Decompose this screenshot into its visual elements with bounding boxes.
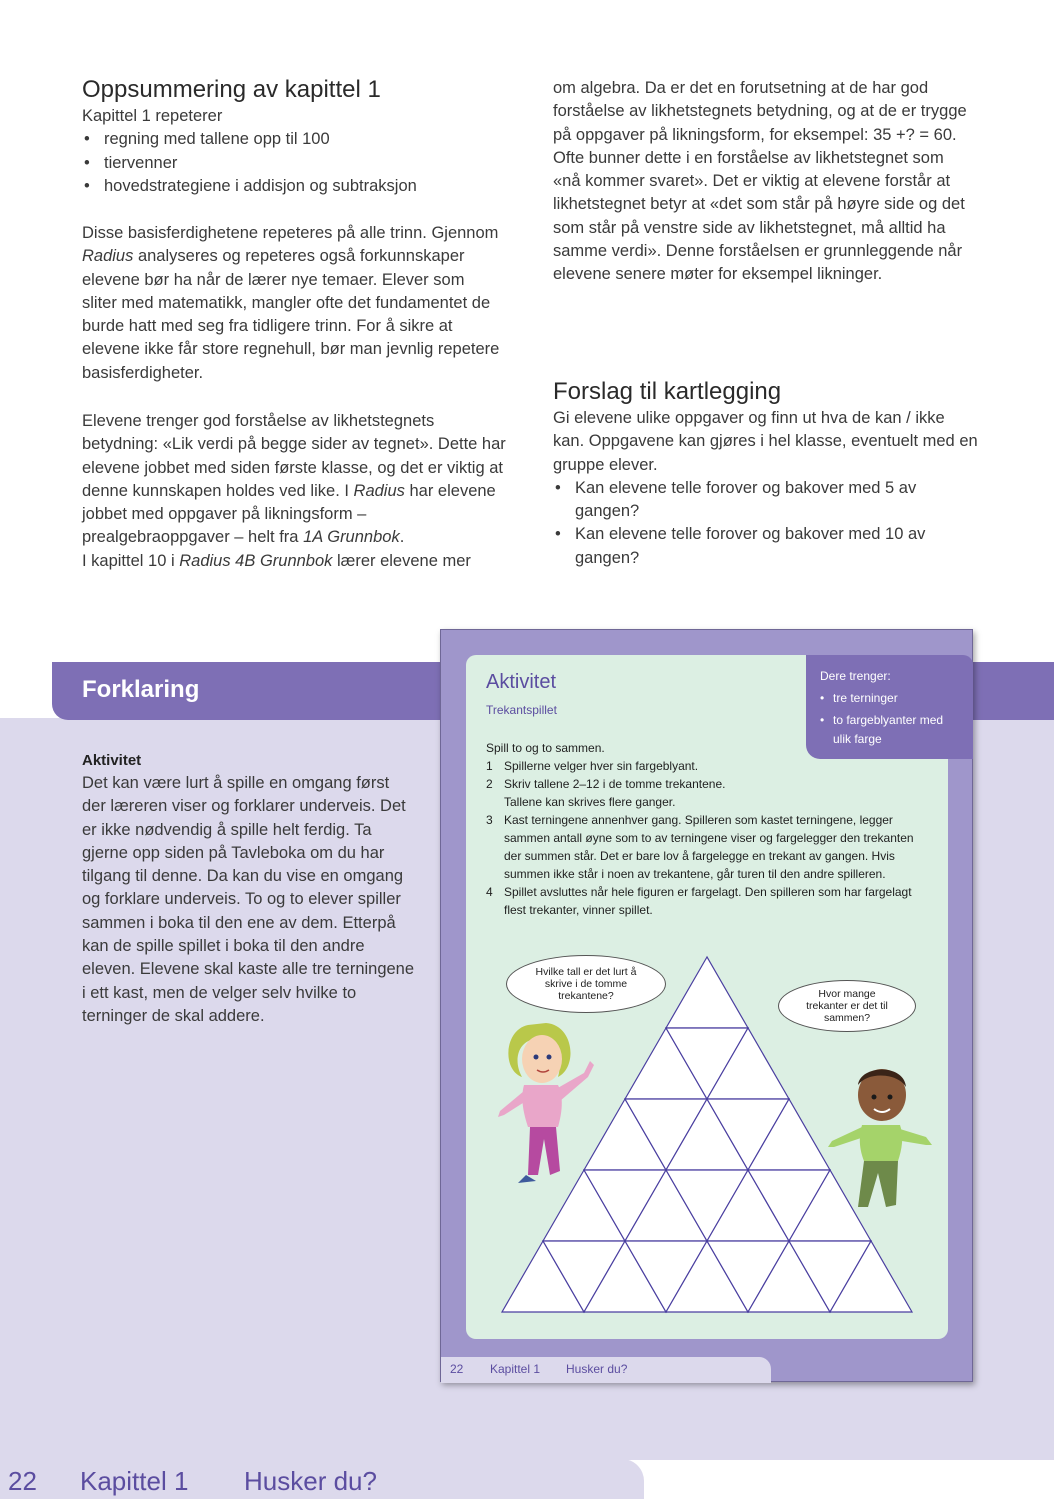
text-run-italic: Radius: [353, 481, 405, 500]
book-page-footer: [441, 1357, 771, 1383]
step-number: 4: [486, 885, 493, 899]
explanation-text: Det kan være lurt å spille en omgang først der læreren viser og forklarer underveis. Det er ikke nødvendig å spille helt ferdig. Ta gjerne opp siden på Tavleboka om du har tilgang til denne. Da kan du vise en omgang og forklare underveis. To og to elever spiller sammen i boka til den ene av dem. Etterpå kan de spille spillet i boka til den andre eleven. Elevene skal kaste alle tre terningene i ett kast, men de velger selv hvilke to terninger de skal addere.: [82, 774, 415, 1025]
mapping-intro: Gi elevene ulike oppgaver og finn ut hva de kan / ikke kan. Oppgavene kan gjøres i hel klasse, eventuelt med en gruppe elever.: [553, 409, 978, 474]
step-text: Spillerne velger hver sin fargeblyant.: [504, 759, 699, 773]
text-run: analyseres og repeteres også forkunnskaper elevene bør ha når de lærer nye temaer. Elever som sliter med matematikk, mangler ofte det fundamentet de burde hatt med seg fra tidligere trinn. For å sikre at elevene ikke får store regnehull, bør man jevnlig repetere basisferdigheter.: [82, 247, 500, 382]
mapping-bullets: [553, 477, 978, 570]
activity-subtitle: Trekantspillet: [486, 703, 557, 717]
text-run: har elevene jobbet med oppgaver på likningsform – prealgebraoppgaver – helt fra: [82, 481, 496, 547]
book-chapter-label: Kapittel 1: [490, 1362, 541, 1376]
step-text: Kast terningene annenhver gang. Spilleren som kastet terningene, legger sammen antall øyne som to av terningene viser og fargelegger den trekanten der summen står. Det er bare lov å fargelegge en trekant av gangen. Hvis summen ikke står i noen av trekantene, går turen til den andre spilleren.: [504, 813, 914, 881]
book-page-thumbnail: [440, 629, 973, 1382]
boy-illustration: [818, 1055, 938, 1225]
page-footer: [0, 1459, 644, 1499]
step-text: Skriv tallene 2–12 i de tomme trekantene. Tallene kan skrives flere ganger.: [504, 777, 726, 809]
text-run: .: [399, 528, 405, 547]
book-section-label: Husker du?: [566, 1362, 628, 1376]
text-run: Disse basisferdighetene repeteres på alle trinn. Gjennom: [82, 224, 499, 242]
list-item: • tiervenner: [82, 152, 512, 175]
speech-bubble-right: Hvor mange trekanter er det til sammen?: [778, 980, 916, 1032]
list-item: • tre terninger: [820, 689, 963, 708]
speech-bubble-left: Hvilke tall er det lurt å skrive i de tomme trekantene?: [506, 955, 666, 1013]
text-run-italic: 1A Grunnbok: [303, 528, 400, 547]
text-run: I kapittel 10 i: [82, 551, 180, 570]
activity-intro: Spill to og to sammen.: [486, 741, 605, 755]
chapter-label: Kapittel 1: [80, 1466, 189, 1496]
step-number: 2: [486, 777, 493, 791]
summary-intro-block: [82, 105, 512, 198]
section-label: Husker du?: [244, 1466, 377, 1496]
text-run: lærer elevene mer: [332, 551, 471, 570]
activity-title: Aktivitet: [486, 671, 557, 693]
summary-paragraph-3: [82, 410, 507, 573]
explanation-title: Forklaring: [82, 676, 200, 703]
list-item: • to fargeblyanter med ulik farge: [820, 711, 963, 749]
step-number: 3: [486, 813, 493, 827]
list-item: • Kan elevene telle forover og bakover med 10 av gangen?: [553, 523, 928, 570]
text-run-italic: Radius: [82, 247, 134, 266]
mapping-block: [553, 407, 978, 570]
triangle-cell: [666, 957, 748, 1028]
text-run: Elevene trenger god forståelse av likhetstegnets betydning: «Lik verdi på begge sider av tegnet». Dette har elevene jobbet med siden første klasse, og det er viktig at denne kunnskapen holdes ved like. I: [82, 412, 506, 500]
list-item: • Kan elevene telle forover og bakover med 5 av gangen?: [553, 477, 978, 524]
materials-title: Dere trenger:: [820, 669, 891, 683]
book-page-content: [466, 655, 948, 1339]
summary-paragraph-2: [82, 222, 502, 385]
page-number: 22: [8, 1466, 37, 1496]
step-text: Spillet avsluttes når hele figuren er fargelagt. Den spilleren som har fargelagt flest trekanter, vinner spillet.: [504, 885, 912, 917]
summary-title: Oppsummering av kapittel 1: [82, 76, 381, 103]
summary-bullets: [82, 128, 512, 198]
summary-paragraph-4: om algebra. Da er det en forutsetning at de har god forståelse av likhetstegnets betydning, og at de er trygge på oppgaver på likningsform, for eksempel: 35 +? = 60. Ofte bunner dette i en forståelse av likhetstegnet som «nå kommer svaret». Det er viktig at elevene forstår at likhetstegnet betyr at «det som står på høyre side og det som står på venstre side av likhetstegnet, må alltid ha samme verdi». Denne forståelsen er grunnleggende når elevene senere møter for eksempel likninger.: [553, 79, 967, 284]
step-number: 1: [486, 759, 493, 773]
text-run-italic: Radius 4B Grunnbok: [179, 551, 333, 570]
girl-illustration: [494, 1015, 604, 1215]
mapping-title: Forslag til kartlegging: [553, 378, 782, 405]
list-item: • regning med tallene opp til 100: [82, 128, 512, 151]
list-item: • hovedstrategiene i addisjon og subtraksjon: [82, 175, 512, 198]
explanation-subtitle: Aktivitet: [82, 752, 142, 769]
summary-intro: Kapittel 1 repeterer: [82, 107, 223, 125]
book-page-number: 22: [450, 1362, 464, 1376]
